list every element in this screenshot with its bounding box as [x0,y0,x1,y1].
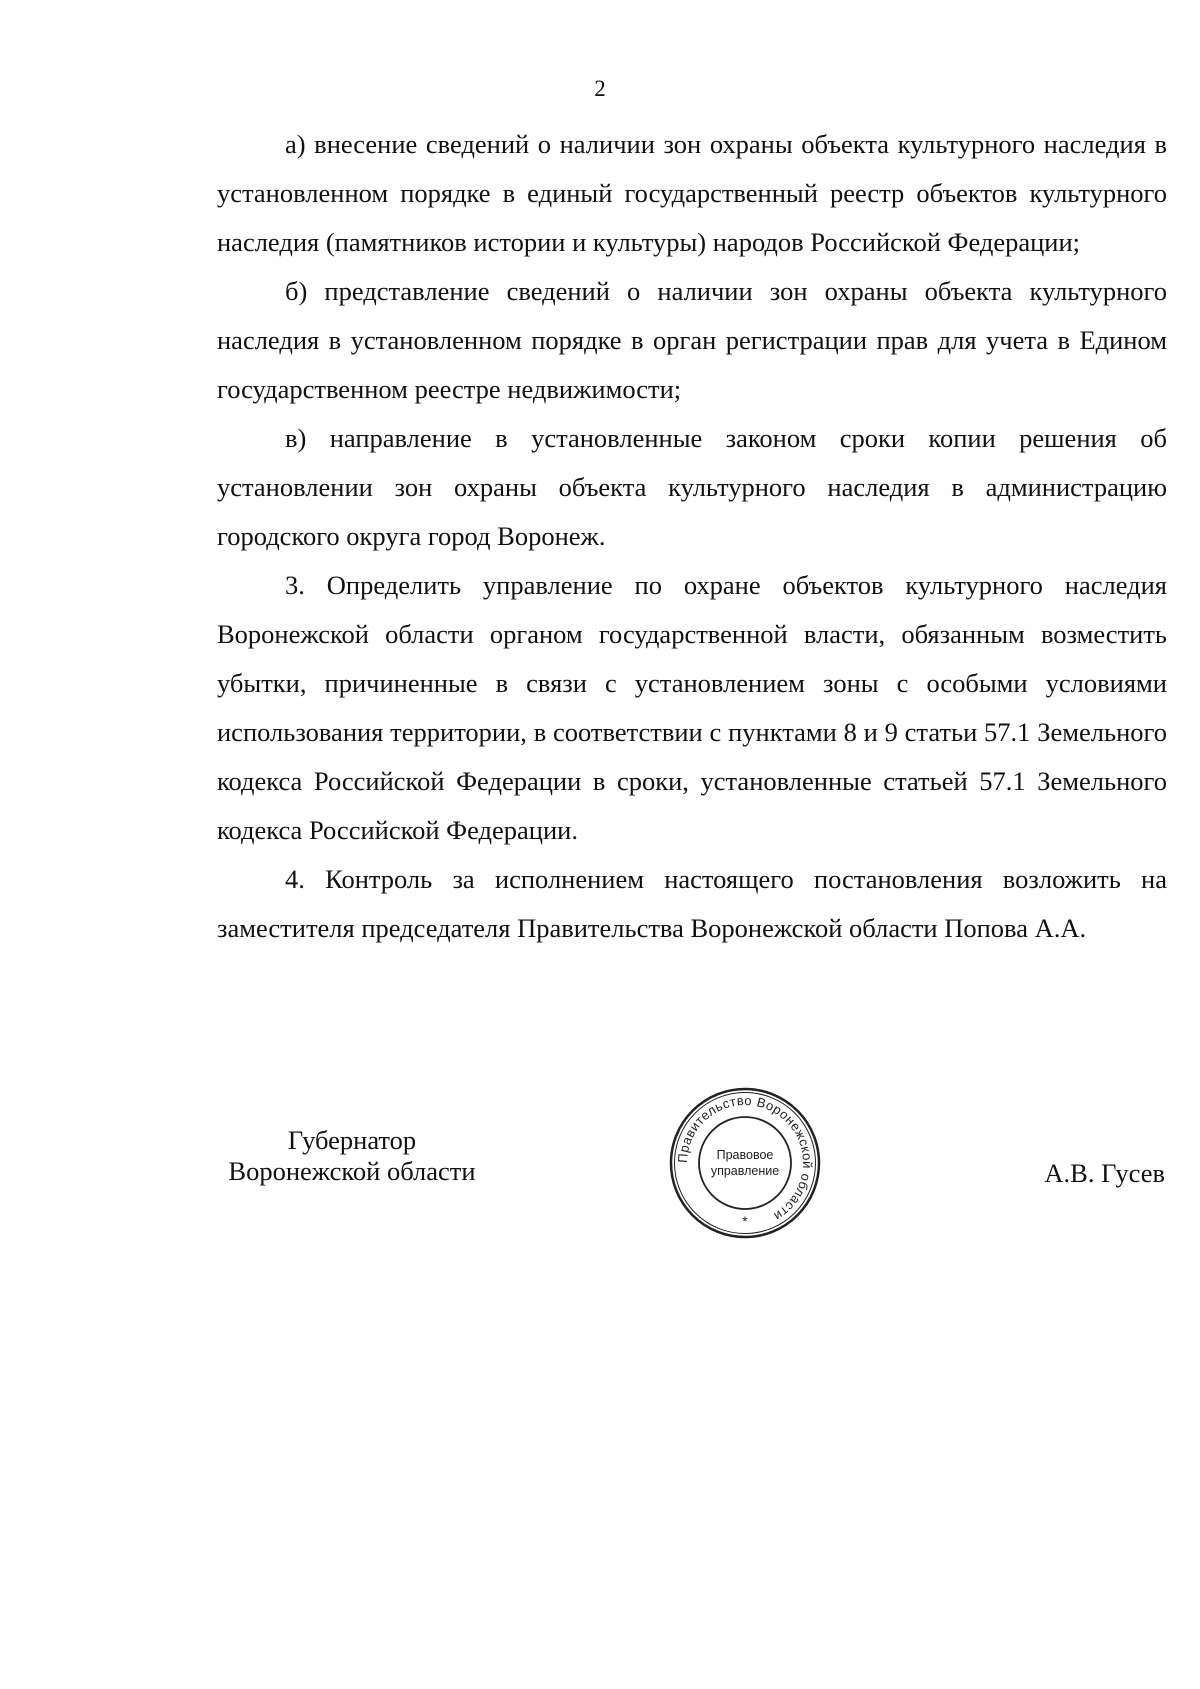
stamp-inner-line2: управление [710,1164,780,1178]
paragraph-a: а) внесение сведений о наличии зон охраны объекта культурного наследия в установленном порядке в единый государственный реестр объектов культурного наследия (памятников истории и культуры) народов Российской Федерации; [217,129,1167,257]
signatory-name: А.В. Гусев [1044,1158,1165,1188]
stamp-inner-line1: Правовое [716,1148,774,1162]
page-number: 2 [594,76,606,101]
paragraph-3: 3. Определить управление по охране объектов культурного наследия Воронежской области органом государственной власти, обязанным возместить убытки, причиненные в связи с установлением зоны с особыми условиями использования территории, в соответствии с пунктами 8 и 9 статьи 57.1 Земельного кодекса Российской Федерации в сроки, установленные статьей 57.1 Земельного кодекса Российской Федерации. [217,570,1167,845]
signature-block [0,1085,1200,1265]
stamp-inner-ring [699,1117,791,1209]
official-stamp [665,1083,825,1243]
signatory-title-line1: Губернатор [287,1125,417,1155]
stamp-outer-text: Правительство Воронежской области [674,1092,816,1225]
signatory-title [217,1125,487,1187]
stamp-star: * [742,1213,748,1229]
paragraph-v: в) направление в установленные законом сроки копии решения об установлении зон охраны объекта культурного наследия в администрацию городского округа город Воронеж. [217,423,1167,551]
document-body [217,120,1167,953]
paragraph-b: б) представление сведений о наличии зон охраны объекта культурного наследия в установленном порядке в орган регистрации прав для учета в Едином государственном реестре недвижимости; [217,276,1167,404]
signatory-title-line2: Воронежской области [228,1156,476,1186]
paragraph-4: 4. Контроль за исполнением настоящего постановления возложить на заместителя председателя Правительства Воронежской области Попова А.А. [217,864,1167,943]
